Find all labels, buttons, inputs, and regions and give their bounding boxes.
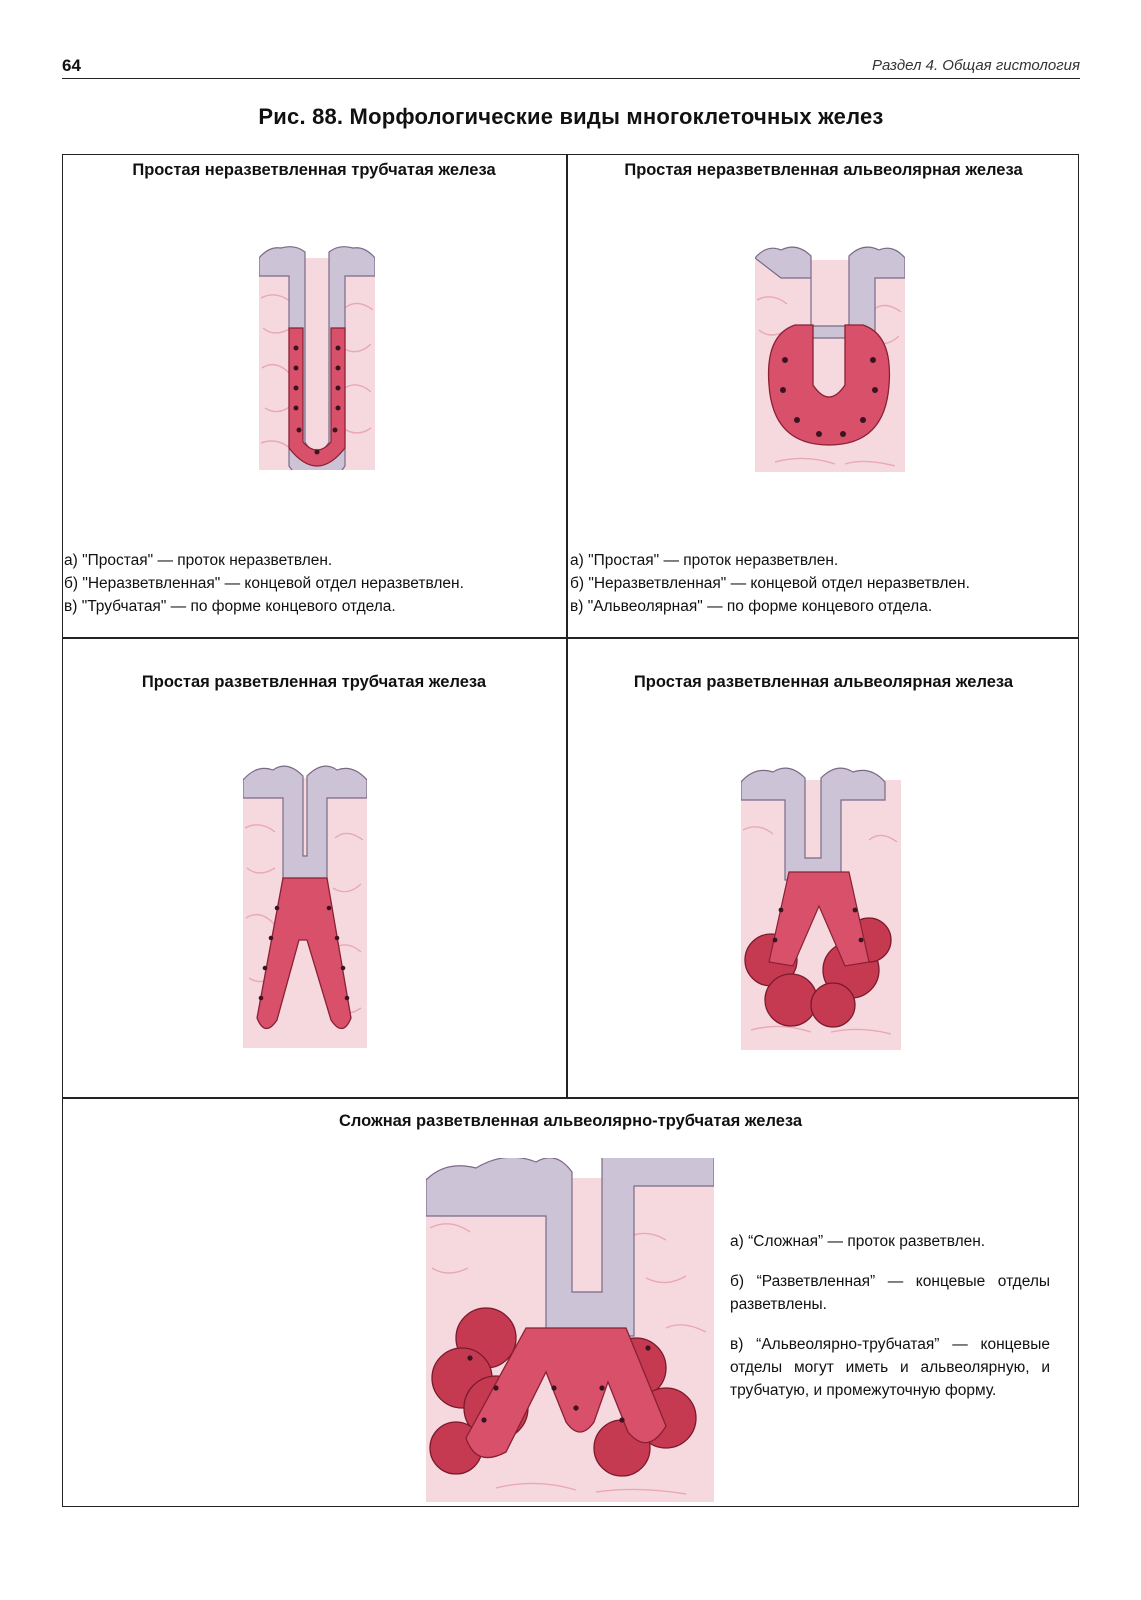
- figure-title: Рис. 88. Морфологические виды многоклеточных желез: [258, 104, 884, 129]
- cell-1-title: Простая неразветвленная трубчатая железа: [132, 161, 496, 179]
- page-header: [62, 54, 1080, 79]
- cell-1-caption-b: б) "Неразветвленная" — концевой отдел неразветвлен.: [64, 575, 464, 592]
- simple-unbranched-tubular-gland-illustration: [259, 238, 375, 470]
- section-title: Раздел 4. Общая гистология: [872, 57, 1080, 74]
- row-divider-2: [62, 1097, 1079, 1099]
- cell-2-caption-b: б) "Неразветвленная" — концевой отдел неразветвлен.: [570, 575, 970, 592]
- column-divider: [566, 154, 568, 1098]
- cell-5-title: Сложная разветвленная альвеолярно-трубчатая железа: [338, 1112, 803, 1130]
- cell-5-caption-a: а) “Сложная” — проток разветвлен.: [730, 1233, 986, 1250]
- cell-5-captions: [730, 1230, 1050, 1419]
- cell-4-title: Простая разветвленная альвеолярная железа: [633, 673, 1014, 691]
- cell-5-caption-c: в) “Альвеолярно-трубчатая” — концевые отделы могут иметь и альвеолярную, и трубчатую, и промежуточную форму.: [730, 1336, 1050, 1399]
- cell-1-caption-a: а) "Простая" — проток неразветвлен.: [64, 552, 333, 569]
- simple-branched-alveolar-gland-illustration: [741, 760, 901, 1050]
- cell-3-title: Простая разветвленная трубчатая железа: [141, 673, 487, 691]
- compound-branched-alveolar-tubular-gland-illustration: [426, 1158, 714, 1502]
- simple-branched-tubular-gland-illustration: [243, 758, 367, 1048]
- cell-2-title: Простая неразветвленная альвеолярная железа: [624, 161, 1023, 179]
- cell-2-caption-a: а) "Простая" — проток неразветвлен.: [570, 552, 839, 569]
- row-divider-1: [62, 637, 1079, 639]
- cell-5-caption-b: б) “Разветвленная” — концевые отделы разветвлены.: [730, 1273, 1050, 1313]
- simple-unbranched-alveolar-gland-illustration: [755, 240, 905, 472]
- cell-1-caption-c: в) "Трубчатая" — по форме концевого отдела.: [64, 598, 396, 615]
- cell-2-caption-c: в) "Альвеолярная" — по форме концевого отдела.: [570, 598, 933, 615]
- page-number: 64: [62, 56, 81, 75]
